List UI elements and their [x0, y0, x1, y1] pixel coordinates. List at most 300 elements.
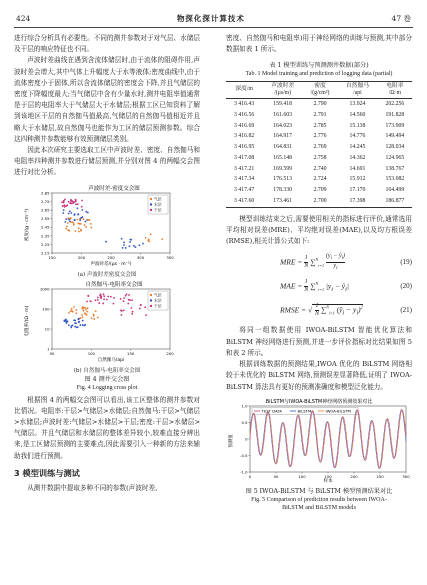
scatter-point — [130, 238, 132, 240]
table-row — [226, 142, 412, 153]
scatter-point — [82, 319, 84, 321]
table-cell: 2.724 — [313, 176, 327, 183]
scatter-point — [77, 213, 79, 215]
table-cell: 2.791 — [313, 111, 327, 118]
scatter-point — [145, 237, 147, 239]
table-cell: 173.461 — [262, 196, 303, 207]
scatter-point — [65, 227, 67, 229]
table-cell: 3 416.43 — [234, 100, 255, 107]
table-cell: 14.362 — [349, 154, 366, 161]
scatter-point — [68, 229, 70, 231]
table-row — [226, 164, 412, 175]
scatter-point — [128, 294, 130, 296]
eq-number: (20) — [400, 281, 412, 290]
scatter-point — [106, 298, 108, 300]
y-tick-label: 2.75 — [41, 198, 50, 204]
y-tick-label: 2.45 — [41, 224, 50, 230]
y-tick-label: 2.55 — [41, 215, 50, 221]
scatter-point — [84, 220, 86, 222]
figure-4 — [14, 183, 200, 393]
scatter-point — [81, 199, 83, 201]
scatter-point — [63, 209, 65, 211]
scatter-point — [129, 245, 131, 247]
table-cell: 3 416.95 — [234, 144, 255, 151]
x-ticks — [50, 349, 175, 356]
scatter-point — [123, 297, 125, 299]
table-row — [226, 131, 412, 142]
scatter-point — [145, 314, 147, 316]
y-tick-label: 10 — [44, 326, 50, 332]
scatter-point — [77, 203, 79, 205]
scatter-point — [78, 321, 80, 323]
figure-5 — [226, 397, 412, 513]
table-cell: 178.330 — [273, 187, 293, 194]
table-cell: 159.418 — [273, 100, 293, 107]
scatter-point — [140, 304, 142, 306]
eq-number: (21) — [400, 305, 412, 314]
legend-gas: 气层 — [154, 292, 162, 298]
table-cell: 173.909 — [385, 122, 405, 129]
scatter-point — [125, 295, 127, 297]
y-tick-label: 2.35 — [41, 232, 50, 238]
scatter-point — [113, 303, 115, 305]
scatter-point — [97, 316, 99, 318]
scatter-point — [63, 204, 65, 206]
scatter-point — [81, 314, 83, 316]
scatter-point — [121, 310, 123, 312]
table-cell: 14.245 — [349, 144, 366, 151]
legend-water: 水层 — [154, 297, 162, 303]
table-cell: 202.256 — [385, 100, 405, 107]
subcaption-a: (a) 声波时差密度交会图 — [77, 271, 137, 278]
scatter-point — [78, 230, 80, 232]
plot-title: 自然伽马-电阻率交会图 — [85, 281, 143, 288]
scatter-point — [97, 299, 99, 301]
scatter-point — [65, 218, 67, 220]
scatter-point — [76, 326, 78, 328]
scatter-point — [84, 324, 86, 326]
scatter-point — [67, 222, 69, 224]
scatter-point — [138, 244, 140, 246]
table-title-en: Tab. 1 Model training and prediction of logging data (partial) — [245, 71, 393, 78]
x-tick-label: 300 — [402, 473, 410, 479]
scatter-point — [129, 299, 131, 301]
left-column — [14, 33, 200, 494]
scatter-point — [82, 324, 84, 326]
legend-dry: 干层 — [154, 303, 162, 309]
legend — [148, 291, 168, 310]
table-cell: 3 417.08 — [234, 154, 255, 161]
scatter-point — [68, 324, 70, 326]
scatter-point — [82, 316, 84, 318]
scatter-point — [95, 299, 97, 301]
figure-caption-zh: 图 4 测井交会图 — [84, 376, 130, 384]
scatter-point — [85, 309, 87, 311]
data-table — [226, 81, 412, 208]
scatter-point — [130, 307, 132, 309]
paragraph: 根据训练数据的预测结果,IWOA 优化的 BiLSTM 网络相较于未优化的 BiLSTM 网络,预测误差显著降低,证明了 IWOA-BiLSTM 算法具有更好的预测准确度和模型泛化能力。 — [226, 360, 412, 391]
table-cell: 2.790 — [313, 100, 327, 107]
right-column — [226, 33, 412, 515]
table-cell: 176.513 — [273, 176, 293, 183]
scatter-point — [87, 307, 89, 309]
table-cell: 3 417.47 — [234, 187, 255, 194]
legend — [252, 407, 358, 414]
scatter-point — [123, 244, 125, 246]
x-axis-label: 自然伽马/api — [97, 357, 125, 363]
table-cell: 2.769 — [313, 144, 327, 151]
table-cell: 2.758 — [313, 154, 327, 161]
table-cell: 14.560 — [349, 111, 366, 118]
scatter-point — [97, 296, 99, 298]
x-tick-label: 150 — [324, 473, 332, 479]
scatter-point — [93, 318, 95, 320]
equations — [226, 250, 412, 322]
scatter-point — [84, 224, 86, 226]
scatter-point — [73, 222, 75, 224]
running-header — [16, 12, 411, 24]
header-rule — [14, 27, 413, 28]
y-tick-label: 1.0 — [241, 403, 248, 409]
x-tick-label: 200 — [350, 473, 358, 479]
table-cell: 14.691 — [349, 165, 366, 172]
scatter-point — [86, 311, 88, 313]
scatter-point — [79, 324, 81, 326]
y-axis-label: 电阻率/(Ω · m) — [25, 305, 30, 337]
scatter-point — [135, 246, 137, 248]
scatter-point — [91, 317, 93, 319]
table-header-row — [226, 81, 412, 98]
paragraph: 从测井数据中提取多种不同的参数(声波时差、 — [27, 483, 162, 492]
scatter-point — [72, 324, 74, 326]
scatter-point — [68, 312, 70, 314]
series-line — [250, 409, 406, 468]
table-cell: 2.709 — [313, 187, 327, 194]
page-number: 424 — [16, 13, 31, 23]
table-cell: 149.494 — [385, 133, 405, 140]
table-cell: 2.740 — [313, 165, 327, 172]
prediction-chart — [226, 397, 412, 483]
x-ticks — [249, 472, 410, 479]
table-body — [226, 98, 412, 207]
paragraph: 将同一组数据使用 IWOA-BiLSTM 智能优化算法和 BiLSTM 神经网络进行预测,并进一步评价指标对比结果如图 5 和表 2 所示。 — [226, 326, 412, 357]
scatter-point — [82, 306, 84, 308]
x-tick-label: 150 — [48, 254, 56, 260]
scatter-point — [103, 295, 105, 297]
table-cell: 186.877 — [378, 196, 412, 207]
table-cell: 138.767 — [385, 165, 405, 172]
table-cell: 153.082 — [385, 176, 405, 183]
scatter-point — [107, 295, 109, 297]
series-lines — [250, 409, 406, 468]
legend-iwoa: IWOA-BiLSTM — [325, 408, 351, 414]
scatter-point — [86, 314, 88, 316]
y-axis-label: 密度/(g · cm⁻³) — [25, 208, 30, 241]
scatter-point — [63, 200, 65, 202]
scatter-point — [81, 209, 83, 211]
scatter-point — [127, 302, 129, 304]
table-cell: 13.924 — [349, 100, 366, 107]
y-tick-label: 1 — [47, 346, 50, 352]
y-tick-label: 2.65 — [41, 207, 50, 213]
table-cell: 161.603 — [273, 111, 293, 118]
scatter-point — [69, 202, 71, 204]
x-axis-label: 声波时差/(μs · m⁻¹) — [90, 261, 132, 267]
legend-water: 水层 — [154, 201, 162, 207]
x-tick-label: 50 — [49, 350, 55, 356]
table-row — [226, 121, 412, 132]
legend — [148, 195, 168, 214]
scatter-point — [63, 201, 65, 203]
plot-title: 声波时差-密度交会图 — [88, 185, 140, 192]
y-ticks — [40, 286, 52, 351]
scatter-point — [99, 295, 101, 297]
x-tick-label: 0 — [248, 473, 252, 479]
scatter-point — [148, 240, 150, 242]
x-tick-label: 150 — [127, 350, 135, 356]
scatter-point — [123, 309, 125, 311]
table-cell: 164.831 — [273, 144, 293, 151]
table-cell: 15.138 — [349, 122, 366, 129]
x-tick-label: 50 — [273, 473, 279, 479]
eq-lhs: MAE — [280, 281, 296, 291]
scatter-point — [74, 213, 76, 215]
scatter-point — [70, 198, 72, 200]
scatter-point — [74, 326, 76, 328]
table-cell: 17.170 — [349, 187, 366, 194]
scatter-point — [74, 322, 76, 324]
table-cell: 164.499 — [385, 187, 405, 194]
scatter-point — [83, 218, 85, 220]
x-axis-label: 样本 — [323, 478, 333, 483]
scatter-point — [110, 296, 112, 298]
table-header-cell: 电阻率 /Ω·m — [378, 81, 412, 98]
equation-rmse: RMSE = √ $\frac{1}{N}$ ∑$^N_{i=1}$ $(ŷ_i - y_i)^2$ (21) — [280, 303, 412, 318]
x-tick-label: 250 — [107, 254, 115, 260]
scatter-point — [73, 224, 75, 226]
table-cell: 3 417.21 — [234, 165, 255, 172]
scatter-point — [75, 203, 77, 205]
scatter-point — [85, 210, 87, 212]
legend-bilstm: BiLSTM — [297, 408, 312, 414]
scatter-point — [70, 217, 72, 219]
scatter-point — [76, 218, 78, 220]
table-cell: 3 416.56 — [234, 111, 255, 118]
scatter-point — [80, 217, 82, 219]
scatter-point — [95, 310, 97, 312]
x-tick-label: 300 — [136, 254, 145, 260]
scatter-point — [75, 312, 77, 314]
scatter-point — [73, 201, 75, 203]
eq-lhs: RMSE — [280, 305, 300, 315]
table-row — [226, 174, 412, 185]
table-cell: 17.398 — [337, 196, 378, 207]
y-tick-label: 0.5 — [241, 419, 248, 425]
y-tick-label: 1000 — [39, 286, 50, 292]
scatter-point — [123, 300, 125, 302]
scatter-point — [87, 219, 89, 221]
paragraph: 模型训练结束之后,需要使用相关的指标进行评价,通常选用平均相对误差(MRE)、平均绝对误差(MAE),以及均方根误差(RMSE),相关计算公式如下: — [226, 214, 412, 246]
scatter-point — [90, 226, 92, 228]
scatter-point — [103, 298, 105, 300]
legend-test: TEST DATA — [261, 408, 282, 414]
section-heading: 3 模型训练与测试 — [14, 467, 80, 478]
scatter-point — [121, 237, 123, 239]
y-tick-label: 2.25 — [41, 241, 50, 247]
table-cell: 3 417.34 — [234, 176, 255, 183]
subcaption-b: (b) 自然伽马-电阻率交会图 — [73, 368, 141, 375]
paragraph: 进行综合分析具有必要性。不同的测井参数对于对气层、水储层及干层的响应特征也不同。 — [14, 34, 200, 54]
plot-frame — [250, 406, 406, 472]
table-row — [226, 153, 412, 164]
scatter-point — [122, 247, 124, 249]
scatter-point — [74, 219, 76, 221]
scatter-point — [66, 322, 68, 324]
scatter-point — [125, 247, 127, 249]
x-tick-label: 200 — [166, 350, 174, 356]
table-row — [226, 98, 412, 109]
scatter-point — [62, 212, 64, 214]
x-tick-label: 100 — [87, 350, 95, 356]
table-row — [226, 196, 412, 207]
scatter-point — [75, 230, 77, 232]
scatter-point — [103, 293, 105, 295]
table-cell: 124.965 — [385, 154, 405, 161]
scatter-point — [85, 226, 87, 228]
paragraph: 因此本次研究主要选取工区中声波时差、密度、自然伽马和电阻率四种测井参数进行储层预测,并分别对图 4 的两幅交会图进行对比分析。 — [14, 146, 200, 177]
y-ticks — [41, 190, 52, 255]
scatter-point — [81, 205, 83, 207]
scatter-point — [142, 242, 144, 244]
scatter-point — [87, 211, 89, 213]
scatter-point — [98, 302, 100, 304]
table-cell: 165.148 — [273, 154, 293, 161]
scatter-point — [70, 221, 72, 223]
paragraph: 声波时差曲线在遇到含流体储层时,由于流体的阻碍作用,声波时差会增大,其中气体上升幅度大于水等液体;密度曲线中,由于流体密度小于固体,所以含流体储层的密度会下降,并且气储层的密度下降幅度最大;当气储层中含有少量水时,测井电阻率值通常是于层的电阻率大于气储层大于水储层;根据工区已知资料了解到该地区干层的自然伽马值最高,气储层的自然伽马值相近并且略大于水储层,故自然伽马也能作为工区的储层预测参数。综合这四种测井参数能够有效预测储层类别。 — [14, 56, 200, 143]
eq-lhs: MRE — [280, 257, 296, 267]
figure-caption-en-2: BiLSTM and BiLSTM models — [282, 505, 356, 512]
scatter-point — [62, 205, 64, 207]
scatter-point — [144, 306, 146, 308]
table-cell: 3 416.82 — [234, 133, 255, 140]
scatter-point — [129, 241, 131, 243]
table-cell: 191.828 — [385, 111, 405, 118]
x-tick-label: 200 — [77, 254, 86, 260]
table-row — [226, 185, 412, 196]
table-cell: 2.785 — [313, 122, 327, 129]
scatter-point — [80, 223, 82, 225]
scatter-point — [150, 233, 152, 235]
scatter-point — [71, 212, 73, 214]
scatter-point — [131, 313, 133, 315]
legend-gas: 气层 — [154, 196, 162, 202]
scatter-point — [66, 225, 68, 227]
eq-number: (19) — [400, 257, 412, 266]
table-cell: 2.700 — [303, 196, 337, 207]
scatter-point — [131, 299, 133, 301]
y-axis-label: 预测值 — [229, 433, 234, 448]
crossplot-a — [14, 183, 200, 267]
table-cell: 14.776 — [349, 133, 366, 140]
table-cell: 169.599 — [273, 165, 293, 172]
table-cell: 3 416.69 — [234, 122, 255, 129]
scatter-point — [139, 307, 141, 309]
scatter-point — [79, 217, 81, 219]
scatter-point — [80, 229, 82, 231]
x-ticks — [48, 253, 174, 260]
table-header-cell: 深度/m — [226, 81, 262, 98]
y-tick-label: 100 — [42, 306, 50, 312]
scatter-point — [71, 310, 73, 312]
crossplot-b — [14, 279, 200, 363]
table-header-cell: 密度 /(g/cm³) — [303, 81, 337, 98]
table-title-zh: 表 1 模型训练与预测测井数据(部分) — [269, 62, 369, 70]
figure-caption-en: Fig. 5 Comparison of prediction results between IWOA- — [251, 496, 387, 503]
scatter-point — [93, 313, 95, 315]
scatter-point — [132, 311, 134, 313]
scatter-point — [120, 298, 122, 300]
scatter-point — [65, 205, 67, 207]
scatter-point — [100, 296, 102, 298]
series-line — [250, 409, 406, 468]
scatter-point — [75, 200, 77, 202]
paragraph: 根据图 4 的两幅交会图可以看出,该工区整体的测井参数对比情况。电阻率:干层>气储层>水储层;自然伽马:干层>气储层>水储层;声波时差:气储层>水储层>干层;密度:干层>水储层>气储层。并且气储层和水储层的整体差异较小,较难直接分辨出来,是工区储层预测的主要难点,因此需要引入一种新的方法来辅助我们进行预测。 — [14, 395, 200, 460]
volume-label: 47 卷 — [391, 13, 411, 23]
scatter-point — [68, 212, 70, 214]
scatter-point — [123, 241, 125, 243]
scatter-point — [71, 308, 73, 310]
equation-mae: MAE = $\frac{1}{N}$ ∑$^N_{i=1}$ $|y_i$ − $ŷ_i|$ (20) — [280, 279, 412, 294]
scatter-point — [84, 312, 86, 314]
figure-caption-zh: 图 5 IWOA-BiLSTM 与 BiLSTM 模型预测结果对比 — [245, 487, 393, 495]
scatter-point — [77, 222, 79, 224]
journal-name: 物探化探计算技术 — [176, 13, 245, 23]
table-cell: 164.917 — [273, 133, 293, 140]
scatter-point — [161, 238, 163, 240]
scatter-point — [83, 310, 85, 312]
table-cell: 3 417.60 — [226, 196, 262, 207]
figure-caption-en: Fig. 4 Logging cross plot — [76, 385, 138, 392]
scatter-point — [105, 240, 107, 242]
x-tick-label: 350 — [166, 254, 174, 260]
paragraph: 密度、自然伽马和电阻率)用于神经网络的训练与预测,其中部分数据如表 1 所示。 — [226, 34, 412, 54]
y-tick-label: -1.0 — [240, 469, 248, 475]
scatter-point — [133, 245, 135, 247]
y-tick-label: 2.15 — [41, 250, 50, 256]
scatter-point — [77, 318, 79, 320]
scatter-point — [64, 221, 66, 223]
scatter-point — [113, 297, 115, 299]
plot-title: BiLSTM与IWOA-BiLSTM神经网络预测效果对比 — [265, 398, 373, 405]
table-cell: 128.034 — [385, 144, 405, 151]
scatter-point — [90, 223, 92, 225]
scatter-point — [78, 227, 80, 229]
scatter-point — [126, 293, 128, 295]
scatter-point — [61, 201, 63, 203]
table-row — [226, 110, 412, 121]
scatter-point — [87, 295, 89, 297]
table-cell: 164.023 — [273, 122, 293, 129]
scatter-point — [76, 309, 78, 311]
legend-dry: 干层 — [154, 207, 162, 213]
scatter-point — [73, 319, 75, 321]
equation-mre: MRE = $\frac{1}{N}$ ∑$^N_{i=1}$ $\frac{(y_i - ŷ_i)}{y_i}$ (19) — [280, 252, 412, 272]
scatter-point — [67, 218, 69, 220]
scatter-point — [102, 302, 104, 304]
x-tick-label: 250 — [376, 473, 384, 479]
y-tick-label: 2.85 — [41, 190, 50, 196]
y-ticks — [240, 403, 250, 474]
